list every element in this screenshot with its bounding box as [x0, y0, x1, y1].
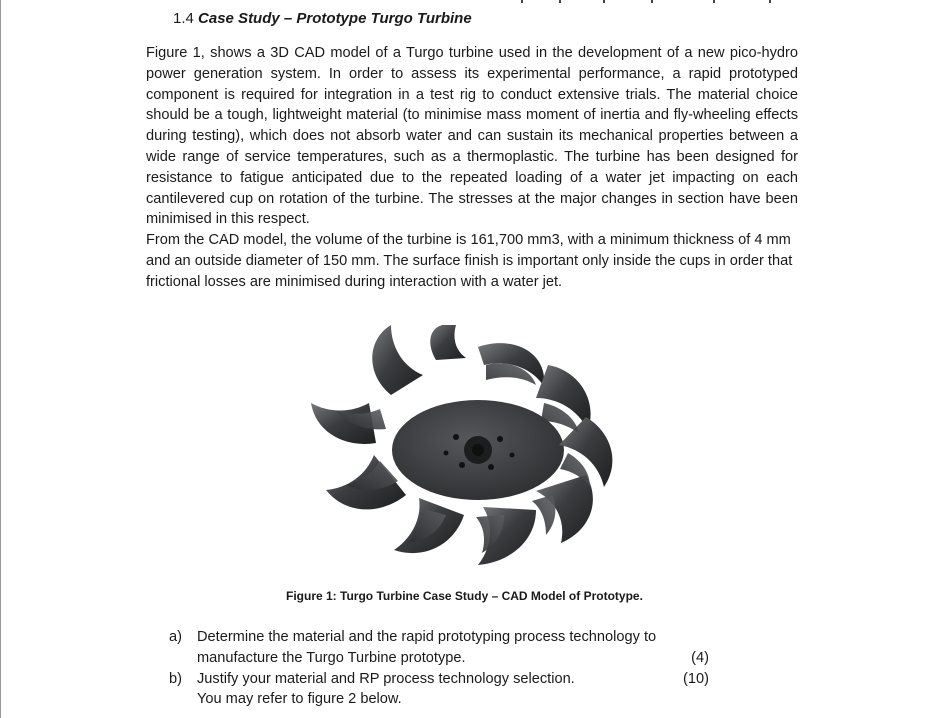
question-a-label: a) [169, 629, 182, 645]
section-number: 1.4 [173, 10, 194, 27]
section-title: Case Study – Prototype Turgo Turbine [198, 10, 472, 27]
figure-caption: Figure 1: Turgo Turbine Case Study – CAD Model of Prototype. [286, 589, 643, 603]
question-a-marks: (4) [691, 649, 709, 666]
question-b [169, 669, 729, 711]
question-b-line2: You may refer to figure 2 below. [197, 691, 402, 708]
question-b-line1-row [197, 669, 729, 690]
question-a-line2: manufacture the Turgo Turbine prototype. [197, 649, 466, 666]
section-heading [173, 10, 472, 27]
question-b-label: b) [169, 670, 182, 687]
paragraph-intro: Figure 1, shows a 3D CAD model of a Turgo turbine used in the development of a new pico-hydro power generation system. In order to assess its experimental performance, a rapid prototyped component is required for integration in a test rig to conduct extensive trials. The material choice should be a tough, lightweight material (to minimise mass moment of inertia and fly-wheeling effects during testing), which does not absorb water and can sustain its mechanical properties between a wide range of service temperatures, such as a thermoplastic. The turbine has been designed for resistance to fatigue anticipated due to the repeated loading of a water jet impacting on each cantilevered cup on rotation of the turbine. The stresses at the major changes in section have been minimised in this respect. [146, 45, 798, 228]
turbine-figure [286, 325, 666, 587]
body-text [146, 43, 798, 293]
paragraph-dimensions: From the CAD model, the volume of the turbine is 161,700 mm3, with a minimum thickness of 4 mm and an outside diameter of 150 mm. The surface finish is important only inside the cups in order that frictional losses are minimised during interaction with a water jet. [146, 232, 793, 290]
question-b-line1: Justify your material and RP process technology selection. [197, 670, 575, 687]
turbine-body [311, 325, 612, 565]
question-a [169, 627, 729, 669]
cropped-previous-line [501, 0, 801, 6]
turgo-turbine-render [286, 325, 666, 587]
question-a-line2-row [197, 648, 729, 669]
question-list [169, 627, 729, 710]
question-a-line1: Determine the material and the rapid prototyping process technology to [197, 629, 657, 645]
question-b-marks: (10) [683, 670, 709, 687]
